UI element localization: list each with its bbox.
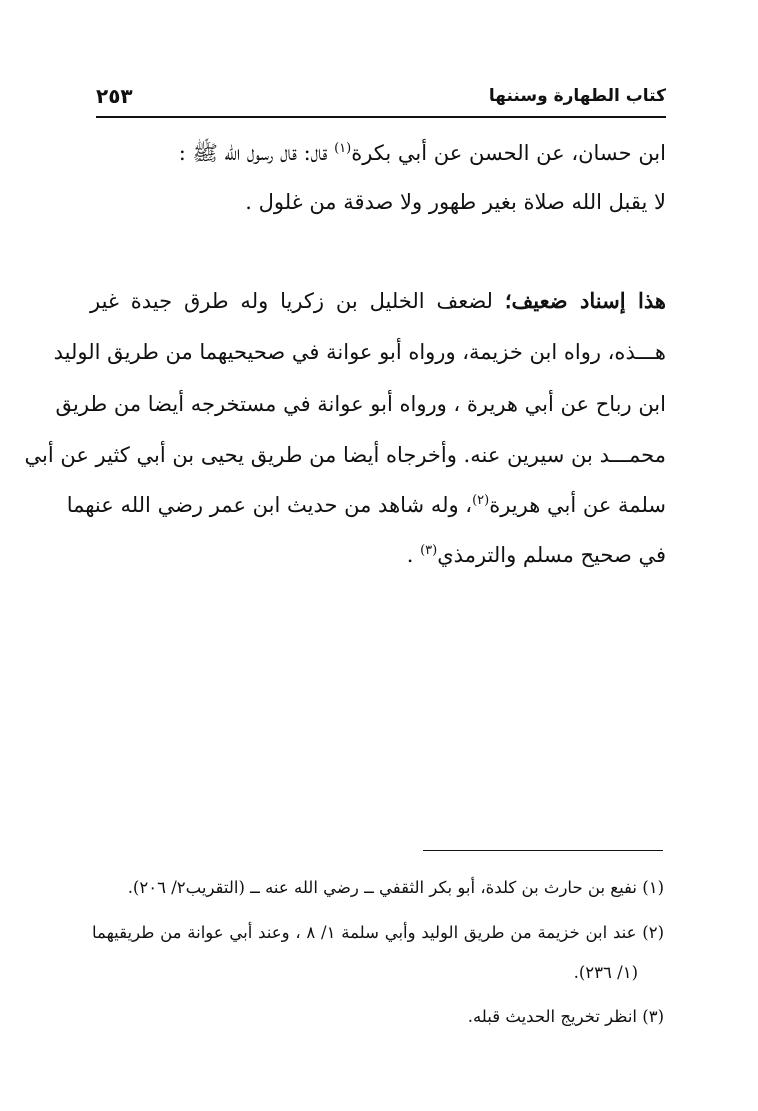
commentary-line-6 xyxy=(407,543,666,567)
footnote-1: (١) نفيع بن حارث بن كلدة، أبو بكر الثقفي ــ رضي الله عنه ــ (التقريب٢/ ٢٠٦). xyxy=(127,878,664,897)
header-divider xyxy=(96,116,666,118)
hadith-attribution: قال: قال رسول الله ﷺ : xyxy=(178,141,328,165)
hadith-line-2: لا يقبل الله صلاة بغير طهور ولا صدقة من غلول . xyxy=(245,190,666,214)
commentary-text: سلمة عن أبي هريرة xyxy=(489,493,666,517)
isnad-verdict: هذا إسناد ضعيف؛ xyxy=(504,288,666,313)
footnote-2-line-2: (١/ ٢٣٦). xyxy=(573,963,638,982)
chapter-title: كتاب الطهارة وسننها xyxy=(488,86,666,106)
commentary-line-4: محمـــد بن سيرين عنه. وأخرجاه أيضا من طريق يحيى بن أبي كثير عن أبي xyxy=(24,443,666,467)
commentary-line-3: ابن رباح عن أبي هريرة ، ورواه أبو عوانة في مستخرجه أيضا من طريق xyxy=(55,392,666,416)
commentary-line-2: هـــذه، رواه ابن خزيمة، ورواه أبو عوانة في صحيحيهما من طريق الوليد xyxy=(53,340,666,364)
commentary-line-1 xyxy=(90,288,666,313)
commentary-text: ، وله شاهد من حديث ابن عمر رضي الله عنهما xyxy=(66,493,473,517)
footnote-2-line-1: (٢) عند ابن خزيمة من طريق الوليد وأبي سلمة ١/ ٨ ، وعند أبي عوانة من طريقيهما xyxy=(92,923,664,942)
hadith-line-1 xyxy=(179,140,666,171)
commentary-line-5 xyxy=(66,493,666,517)
footnote-ref-1: (١) xyxy=(334,141,352,156)
commentary-text: . xyxy=(406,543,421,567)
commentary-text: لضعف الخليل بن زكريا وله طرق جيدة غير xyxy=(90,289,493,313)
hadith-chain-text: ابن حسان، عن الحسن عن أبي بكرة xyxy=(351,141,666,165)
footnote-3: (٣) انظر تخريج الحديث قبله. xyxy=(467,1007,664,1026)
footnote-divider xyxy=(423,850,663,851)
commentary-text: في صحيح مسلم والترمذي xyxy=(437,543,666,567)
footnote-ref-3: (٣) xyxy=(420,543,438,558)
page-number: ٢٥٣ xyxy=(96,84,133,108)
running-header xyxy=(96,82,666,116)
footnote-ref-2: (٢) xyxy=(472,493,490,508)
